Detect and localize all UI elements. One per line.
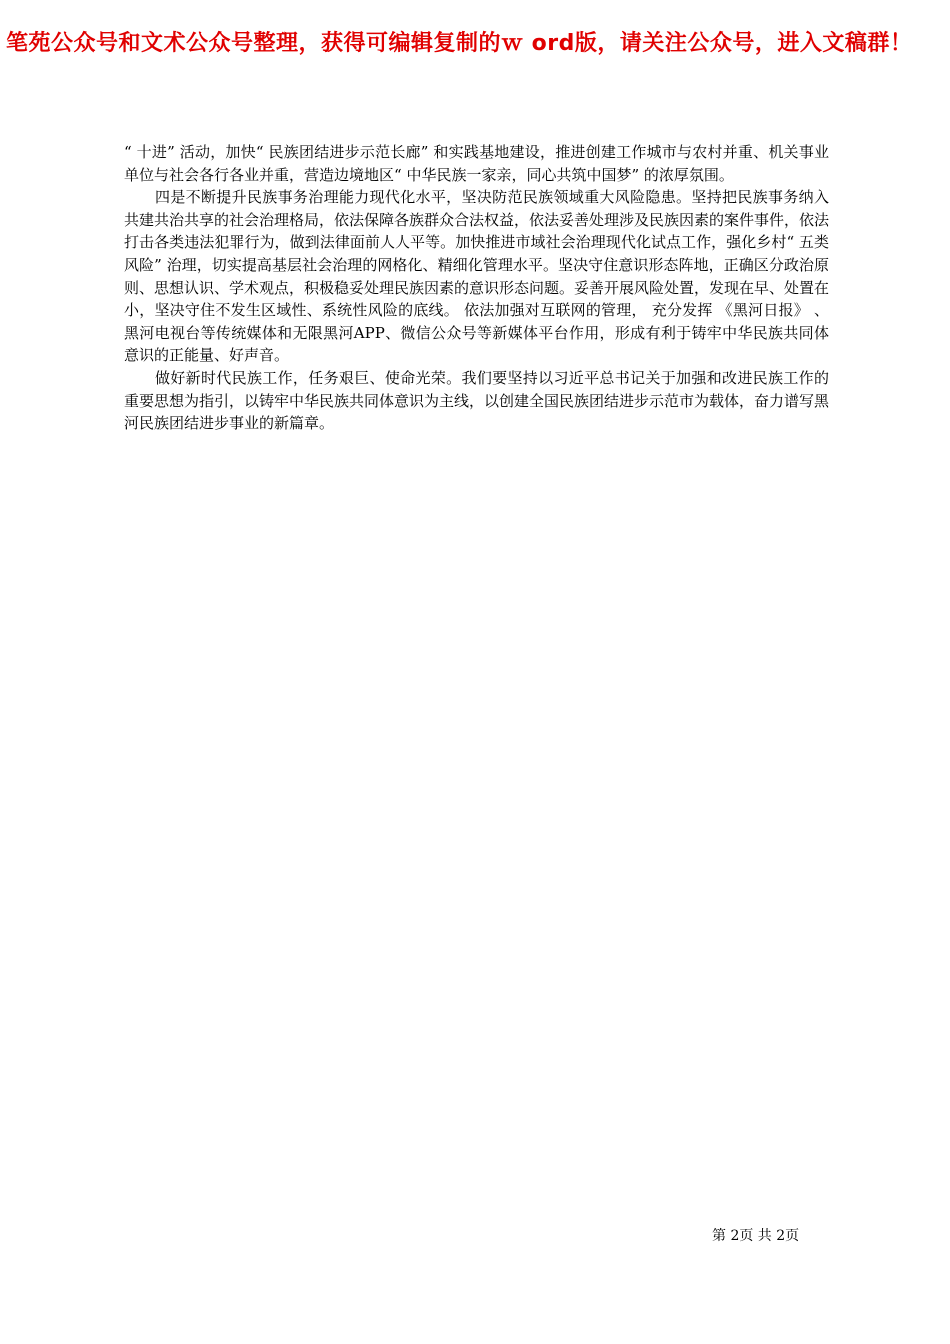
watermark-banner: 笔苑公众号和文术公众号整理，获得可编辑复制的ｗ ord版，请关注公众号，进入文稿群！	[6, 31, 913, 56]
document-body	[124, 141, 829, 435]
paragraph-2: 四是不断提升民族事务治理能力现代化水平，坚决防范民族领域重大风险隐患。坚持把民族事务纳入共建共治共享的社会治理格局，依法保障各族群众合法权益，依法妥善处理涉及民族因素的案件事件，依法打击各类违法犯罪行为，做到法律面前人人平等。加快推进市域社会治理现代化试点工作，强化乡村“ 五类风险” 治理，切实提高基层社会治理的网格化、精细化管理水平。坚决守住意识形态阵地，正确区分政治原则、思想认识、学术观点，积极稳妥处理民族因素的意识形态问题。妥善开展风险处置，发现在早、处置在小，坚决守住不发生区域性、系统性风险的底线。 依法加强对互联网的管理， 充分发挥 《黑河日报》 、 黑河电视台等传统媒体和无限黑河APP、微信公众号等新媒体平台作用，形成有利于铸牢中华民族共同体意识的正能量、好声音。	[124, 188, 830, 365]
paragraph-1: “ 十进” 活动，加快“ 民族团结进步示范长廊” 和实践基地建设，推进创建工作城市与农村并重、机关事业单位与社会各行各业并重，营造边境地区“ 中华民族一家亲，同心共筑中国梦” 的浓厚氛围。	[124, 143, 829, 184]
paragraph-3: 做好新时代民族工作，任务艰巨、使命光荣。我们要坚持以习近平总书记关于加强和改进民族工作的重要思想为指引，以铸牢中华民族共同体意识为主线，以创建全国民族团结进步示范市为载体，奋力谱写黑河民族团结进步事业的新篇章。	[124, 368, 830, 433]
page-number: 第 2页 共 2页	[712, 1228, 800, 1244]
